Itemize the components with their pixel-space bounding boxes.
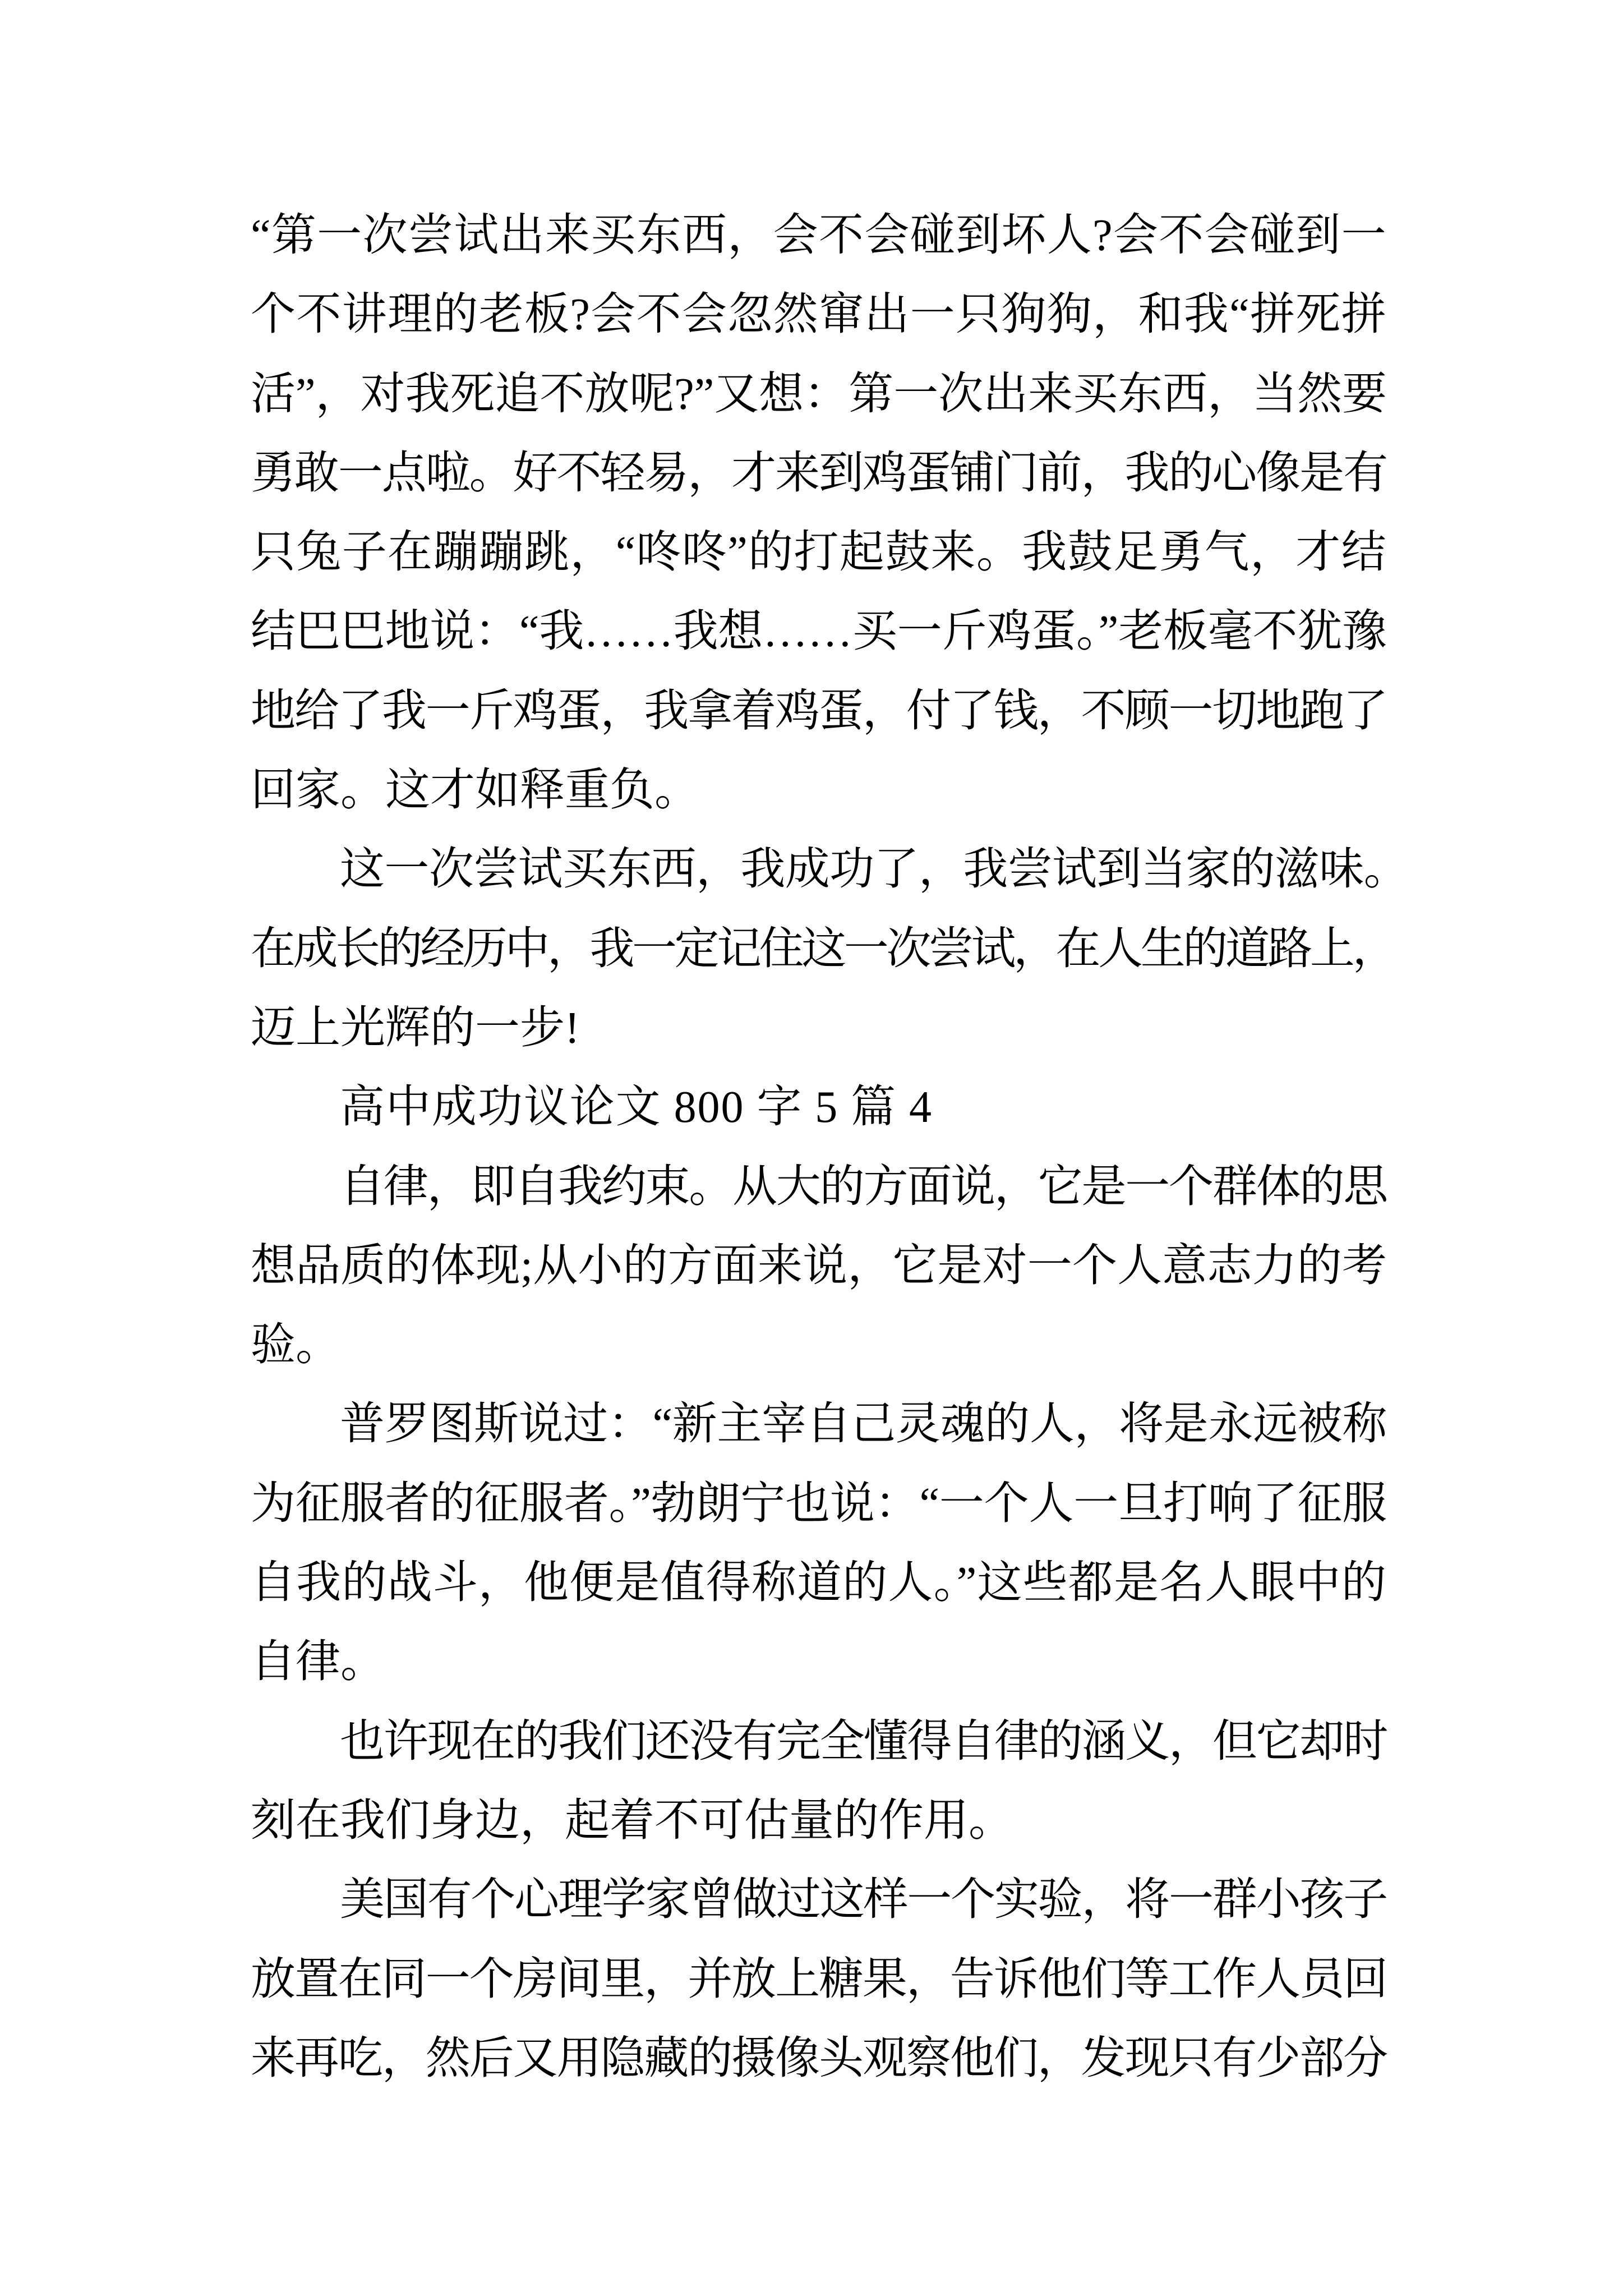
section-title-text: 高中成功议论文 800 字 5 篇 4 (340, 1083, 933, 1133)
text-line: 回家。这才如释重负。 (251, 766, 699, 816)
text-line: 只兔子在蹦蹦跳，“咚咚”的打起鼓来。我鼓足勇气，才结 (251, 528, 1387, 578)
text-line: 勇敢一点啦。好不轻易，才来到鸡蛋铺门前，我的心像是有 (251, 448, 1387, 498)
text-line: 地给了我一斤鸡蛋，我拿着鸡蛋，付了钱，不顾一切地跑了 (251, 686, 1387, 736)
section-title (251, 1068, 1440, 1147)
text-line: 验。 (251, 1320, 340, 1370)
text-line: “第一次尝试出来买东西，会不会碰到坏人?会不会碰到一 (251, 211, 1387, 260)
paragraph (251, 1861, 1440, 2099)
text-line: 放置在同一个房间里，并放上糖果，告诉他们等工作人员回 (251, 1954, 1387, 2004)
text-line: 迈上光辉的一步! (251, 1003, 580, 1053)
text-line: 自律。 (251, 1637, 385, 1687)
text-line: 为征服者的征服者。”勃朗宁也说：“一个人一旦打响了征服 (251, 1479, 1387, 1529)
text-line: 也许现在的我们还没有完全懂得自律的涵义，但它却时 (340, 1717, 1387, 1766)
text-line: 刻在我们身边，起着不可估量的作用。 (251, 1796, 1013, 1846)
text-line: 想品质的体现;从小的方面来说，它是对一个人意志力的考 (251, 1241, 1387, 1291)
paragraph (251, 1385, 1440, 1702)
text-line: 在成长的经历中，我一定记住这一次尝试，在人生的道路上， (251, 924, 1395, 974)
text-line: 活”，对我死追不放呢?”又想：第一次出来买东西，当然要 (251, 369, 1387, 419)
paragraph (251, 1703, 1440, 1861)
text-line: 自律，即自我约束。从大的方面说，它是一个群体的思 (340, 1162, 1387, 1212)
text-line: 这一次尝试买东西，我成功了，我尝试到当家的滋味。 (340, 845, 1408, 895)
text-line: 美国有个心理学家曾做过这样一个实验，将一群小孩子 (340, 1875, 1387, 1925)
text-line: 来再吃，然后又用隐藏的摄像头观察他们，发现只有少部分 (251, 2033, 1387, 2083)
paragraph (251, 1148, 1440, 1386)
text-line: 结巴巴地说：“我……我想……买一斤鸡蛋。”老板毫不犹豫 (251, 607, 1387, 657)
document-body (251, 196, 1440, 2099)
paragraph (251, 196, 1440, 830)
paragraph (251, 830, 1440, 1068)
text-line: 自我的战斗，他便是值得称道的人。”这些都是名人眼中的 (251, 1558, 1387, 1608)
text-line: 个不讲理的老板?会不会忽然窜出一只狗狗，和我“拼死拼 (251, 290, 1387, 340)
text-line: 普罗图斯说过：“新主宰自己灵魂的人，将是永远被称 (340, 1400, 1387, 1450)
